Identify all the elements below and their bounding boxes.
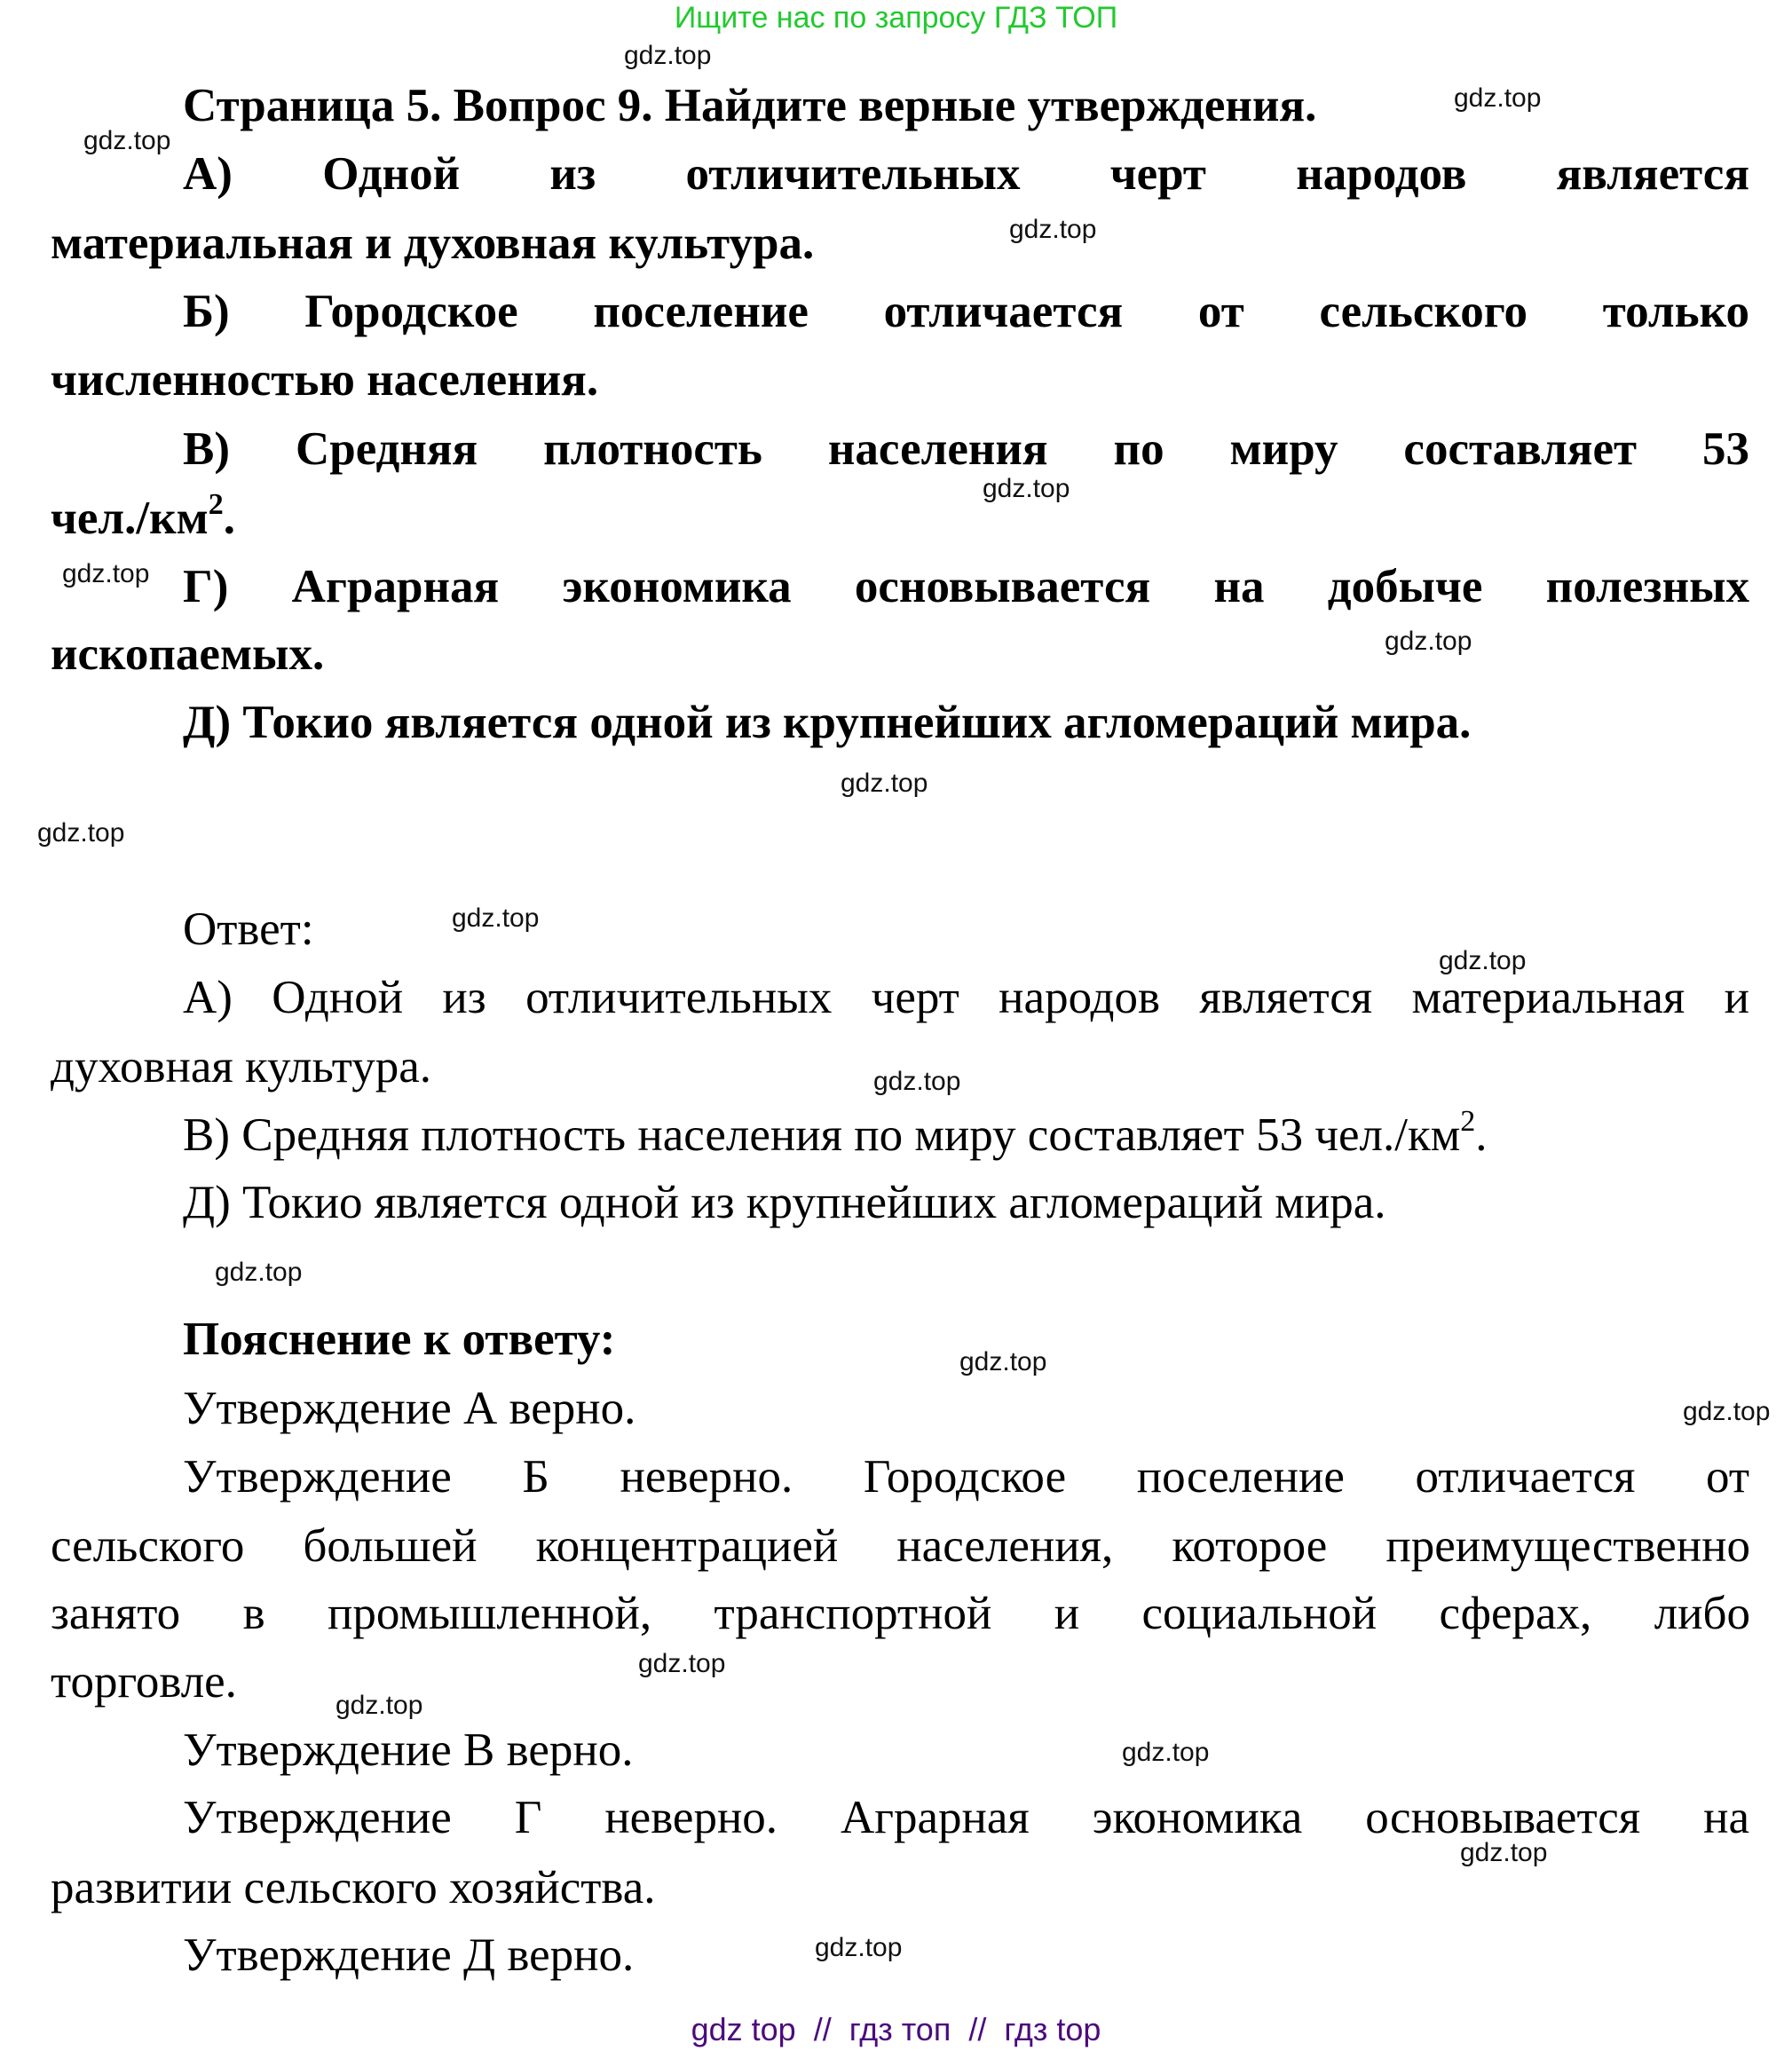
watermark: gdz.top xyxy=(815,1933,903,1962)
explanation-b-line-3: занято в промышленной, транспортной и социальной сферах, либо xyxy=(51,1588,1750,1639)
statement-b-line-2: численностью населения. xyxy=(51,354,599,406)
watermark: gdz.top xyxy=(1122,1738,1210,1767)
explanation-heading: Пояснение к ответу: xyxy=(183,1313,616,1365)
statement-a-line-1: А) Одной из отличительных черт народов является xyxy=(183,148,1749,200)
answer-a-line-2: духовная культура. xyxy=(51,1041,431,1093)
answer-a-line-1: А) Одной из отличительных черт народов является материальная и xyxy=(183,972,1749,1023)
watermark: gdz.top xyxy=(1460,1838,1548,1867)
answer-v-line-1 xyxy=(183,1107,1487,1164)
explanation-g-line-2: развитии сельского хозяйства. xyxy=(51,1862,656,1913)
explanation-a: Утверждение А верно. xyxy=(183,1383,636,1434)
watermark: gdz.top xyxy=(1683,1397,1771,1426)
explanation-b-line-4: торговле. xyxy=(51,1656,237,1708)
watermark: gdz.top xyxy=(638,1649,726,1678)
statement-b-line-1: Б) Городское поселение отличается от сельского только xyxy=(183,286,1749,337)
watermark: gdz.top xyxy=(1385,627,1472,656)
watermark: gdz.top xyxy=(452,903,540,933)
superscript: 2 xyxy=(1460,1105,1476,1138)
watermark: gdz.top xyxy=(336,1691,423,1720)
statement-g-line-2: ископаемых. xyxy=(51,628,325,680)
watermark: gdz.top xyxy=(37,818,125,848)
answer-label: Ответ: xyxy=(183,903,314,955)
watermark: gdz.top xyxy=(841,769,928,798)
statement-v-line-2 xyxy=(51,490,235,547)
watermark: gdz.top xyxy=(83,126,171,155)
watermark: gdz.top xyxy=(959,1347,1047,1377)
explanation-d: Утверждение Д верно. xyxy=(183,1929,635,1981)
superscript: 2 xyxy=(208,488,224,521)
statement-d-line-1: Д) Токио является одной из крупнейших агломераций мира. xyxy=(183,697,1472,748)
search-banner: Ищите нас по запросу ГДЗ ТОП xyxy=(674,1,1118,35)
statement-v-line-1: В) Средняя плотность населения по миру составляет 53 xyxy=(183,423,1749,475)
explanation-v: Утверждение В верно. xyxy=(183,1724,634,1776)
explanation-b-line-2: сельского большей концентрацией населения, которое преимущественно xyxy=(51,1520,1750,1572)
explanation-g-line-1: Утверждение Г неверно. Аграрная экономика основывается на xyxy=(183,1792,1749,1843)
watermark: gdz.top xyxy=(1439,946,1527,975)
watermark: gdz.top xyxy=(983,474,1070,503)
watermark: gdz.top xyxy=(624,41,712,70)
explanation-b-line-1: Утверждение Б неверно. Городское поселение отличается от xyxy=(183,1451,1749,1503)
period: . xyxy=(1475,1109,1488,1161)
watermark: gdz.top xyxy=(1454,83,1542,113)
question-title: Страница 5. Вопрос 9. Найдите верные утверждения. xyxy=(183,80,1317,131)
watermark: gdz.top xyxy=(1009,215,1097,244)
unit-text: чел./км xyxy=(51,493,209,544)
watermark: gdz.top xyxy=(873,1067,961,1096)
statement-g-line-1: Г) Аграрная экономика основывается на добыче полезных xyxy=(183,561,1749,612)
period: . xyxy=(223,493,236,544)
answer-v-text: В) Средняя плотность населения по миру составляет 53 чел./км xyxy=(183,1109,1461,1161)
statement-a-line-2: материальная и духовная культура. xyxy=(51,217,815,269)
watermark: gdz.top xyxy=(62,559,150,588)
watermark: gdz.top xyxy=(215,1258,303,1287)
answer-d-line-1: Д) Токио является одной из крупнейших агломераций мира. xyxy=(183,1177,1386,1228)
footer-links: gdz top // гдз топ // гдз top xyxy=(691,2011,1101,2047)
